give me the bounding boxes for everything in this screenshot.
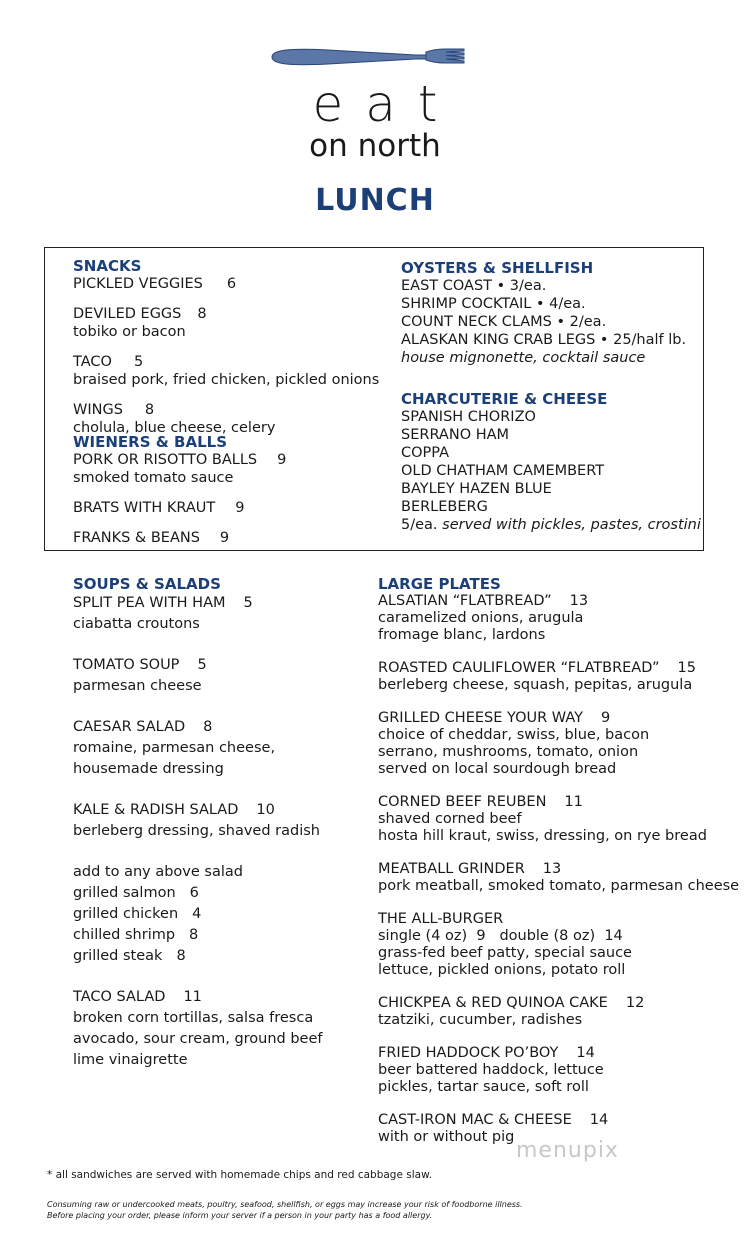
item-desc: caramelized onions, arugula bbox=[378, 610, 584, 626]
item-desc: lime vinaigrette bbox=[73, 1052, 188, 1068]
item-desc: lettuce, pickled onions, potato roll bbox=[378, 962, 626, 978]
menu-note: house mignonette, cocktail sauce bbox=[401, 350, 646, 366]
item-desc: served on local sourdough bread bbox=[378, 761, 617, 777]
menu-line: COPPA bbox=[401, 445, 450, 461]
oysters-section bbox=[401, 260, 686, 367]
addon-item: grilled chicken 4 bbox=[73, 906, 202, 922]
menu-item: TACO 5 bbox=[73, 354, 144, 370]
menu-item: CAST-IRON MAC & CHEESE 14 bbox=[378, 1112, 609, 1128]
item-desc: fromage blanc, lardons bbox=[378, 627, 546, 643]
item-desc: braised pork, fried chicken, pickled onions bbox=[73, 372, 380, 388]
fork-icon bbox=[268, 40, 468, 74]
section-heading: SOUPS & SALADS bbox=[73, 575, 221, 593]
logo-eat: eat bbox=[312, 75, 460, 133]
item-desc: tzatziki, cucumber, radishes bbox=[378, 1012, 583, 1028]
menu-item: PORK OR RISOTTO BALLS 9 bbox=[73, 452, 287, 468]
menu-line: COUNT NECK CLAMS • 2/ea. bbox=[401, 314, 607, 330]
menu-item: TOMATO SOUP 5 bbox=[73, 657, 207, 673]
menu-item: CORNED BEEF REUBEN 11 bbox=[378, 794, 583, 810]
soups-section bbox=[73, 576, 323, 1071]
addon-item: chilled shrimp 8 bbox=[73, 927, 199, 943]
item-desc: beer battered haddock, lettuce bbox=[378, 1062, 604, 1078]
menu-item: KALE & RADISH SALAD 10 bbox=[73, 802, 275, 818]
disclaimer-line: Consuming raw or undercooked meats, poultry, seafood, shellfish, or eggs may increase your risk of foodborne illness. bbox=[47, 1200, 523, 1209]
menu-item: SPLIT PEA WITH HAM 5 bbox=[73, 595, 253, 611]
menu-line: BAYLEY HAZEN BLUE bbox=[401, 481, 552, 497]
item-desc: grass-fed beef patty, special sauce bbox=[378, 945, 632, 961]
menu-item: FRIED HADDOCK PO’BOY 14 bbox=[378, 1045, 595, 1061]
item-desc: single (4 oz) 9 double (8 oz) 14 bbox=[378, 928, 623, 944]
section-heading: WIENERS & BALLS bbox=[73, 433, 228, 451]
item-desc: ciabatta croutons bbox=[73, 616, 200, 632]
item-desc: choice of cheddar, swiss, blue, bacon bbox=[378, 727, 650, 743]
addon-item: grilled steak 8 bbox=[73, 948, 186, 964]
menu-item: CAESAR SALAD 8 bbox=[73, 719, 213, 735]
menu-line: SERRANO HAM bbox=[401, 427, 510, 443]
addon-item: grilled salmon 6 bbox=[73, 885, 199, 901]
item-desc: hosta hill kraut, swiss, dressing, on rye bread bbox=[378, 828, 707, 844]
item-desc: with or without pig bbox=[378, 1129, 515, 1145]
section-heading: SNACKS bbox=[73, 257, 142, 275]
item-desc: pickles, tartar sauce, soft roll bbox=[378, 1079, 589, 1095]
menu-item: GRILLED CHEESE YOUR WAY 9 bbox=[378, 710, 611, 726]
item-desc: serrano, mushrooms, tomato, onion bbox=[378, 744, 639, 760]
menu-item: THE ALL-BURGER bbox=[378, 911, 504, 927]
menu-line: OLD CHATHAM CAMEMBERT bbox=[401, 463, 605, 479]
menu-item: DEVILED EGGS 8 bbox=[73, 306, 207, 322]
item-desc: housemade dressing bbox=[73, 761, 224, 777]
wieners-section bbox=[73, 434, 286, 547]
large-plates-section bbox=[378, 576, 739, 1146]
item-desc: parmesan cheese bbox=[73, 678, 202, 694]
menu-note: 5/ea. served with pickles, pastes, crostini bbox=[401, 517, 701, 533]
menu-item: BRATS WITH KRAUT 9 bbox=[73, 500, 245, 516]
section-heading: LARGE PLATES bbox=[378, 575, 501, 593]
item-desc: berleberg dressing, shaved radish bbox=[73, 823, 320, 839]
section-heading: CHARCUTERIE & CHEESE bbox=[401, 390, 608, 408]
menu-line: BERLEBERG bbox=[401, 499, 488, 515]
item-desc: pork meatball, smoked tomato, parmesan cheese bbox=[378, 878, 740, 894]
snacks-section bbox=[73, 258, 379, 437]
menu-item: ROASTED CAULIFLOWER “FLATBREAD” 15 bbox=[378, 660, 696, 676]
menu-line: SHRIMP COCKTAIL • 4/ea. bbox=[401, 296, 586, 312]
item-desc: shaved corned beef bbox=[378, 811, 522, 827]
menu-item: MEATBALL GRINDER 13 bbox=[378, 861, 562, 877]
item-desc: smoked tomato sauce bbox=[73, 470, 234, 486]
sandwich-note: * all sandwiches are served with homemade chips and red cabbage slaw. bbox=[47, 1169, 433, 1181]
menu-item: CHICKPEA & RED QUINOA CAKE 12 bbox=[378, 995, 645, 1011]
watermark: menupix bbox=[516, 1138, 619, 1163]
logo-on-north: on north bbox=[309, 128, 441, 164]
menu-line: SPANISH CHORIZO bbox=[401, 409, 536, 425]
addons-title: add to any above salad bbox=[73, 864, 243, 880]
section-heading: OYSTERS & SHELLFISH bbox=[401, 259, 594, 277]
item-desc: berleberg cheese, squash, pepitas, arugula bbox=[378, 677, 693, 693]
disclaimer-line: Before placing your order, please inform your server if a person in your party has a food allergy. bbox=[47, 1211, 433, 1220]
page-title: LUNCH bbox=[315, 183, 435, 218]
menu-item: FRANKS & BEANS 9 bbox=[73, 530, 230, 546]
item-desc: romaine, parmesan cheese, bbox=[73, 740, 276, 756]
menu-item: TACO SALAD 11 bbox=[73, 989, 202, 1005]
menu-item: WINGS 8 bbox=[73, 402, 155, 418]
menu-item: ALSATIAN “FLATBREAD” 13 bbox=[378, 593, 589, 609]
item-desc: cholula, blue cheese, celery bbox=[73, 420, 276, 436]
item-desc: broken corn tortillas, salsa fresca bbox=[73, 1010, 314, 1026]
menu-line: ALASKAN KING CRAB LEGS • 25/half lb. bbox=[401, 332, 687, 348]
menu-line: EAST COAST • 3/ea. bbox=[401, 278, 547, 294]
disclaimer bbox=[47, 1199, 523, 1221]
item-desc: tobiko or bacon bbox=[73, 324, 186, 340]
item-desc: avocado, sour cream, ground beef bbox=[73, 1031, 323, 1047]
charcuterie-section bbox=[401, 391, 701, 534]
menu-item: PICKLED VEGGIES 6 bbox=[73, 276, 237, 292]
